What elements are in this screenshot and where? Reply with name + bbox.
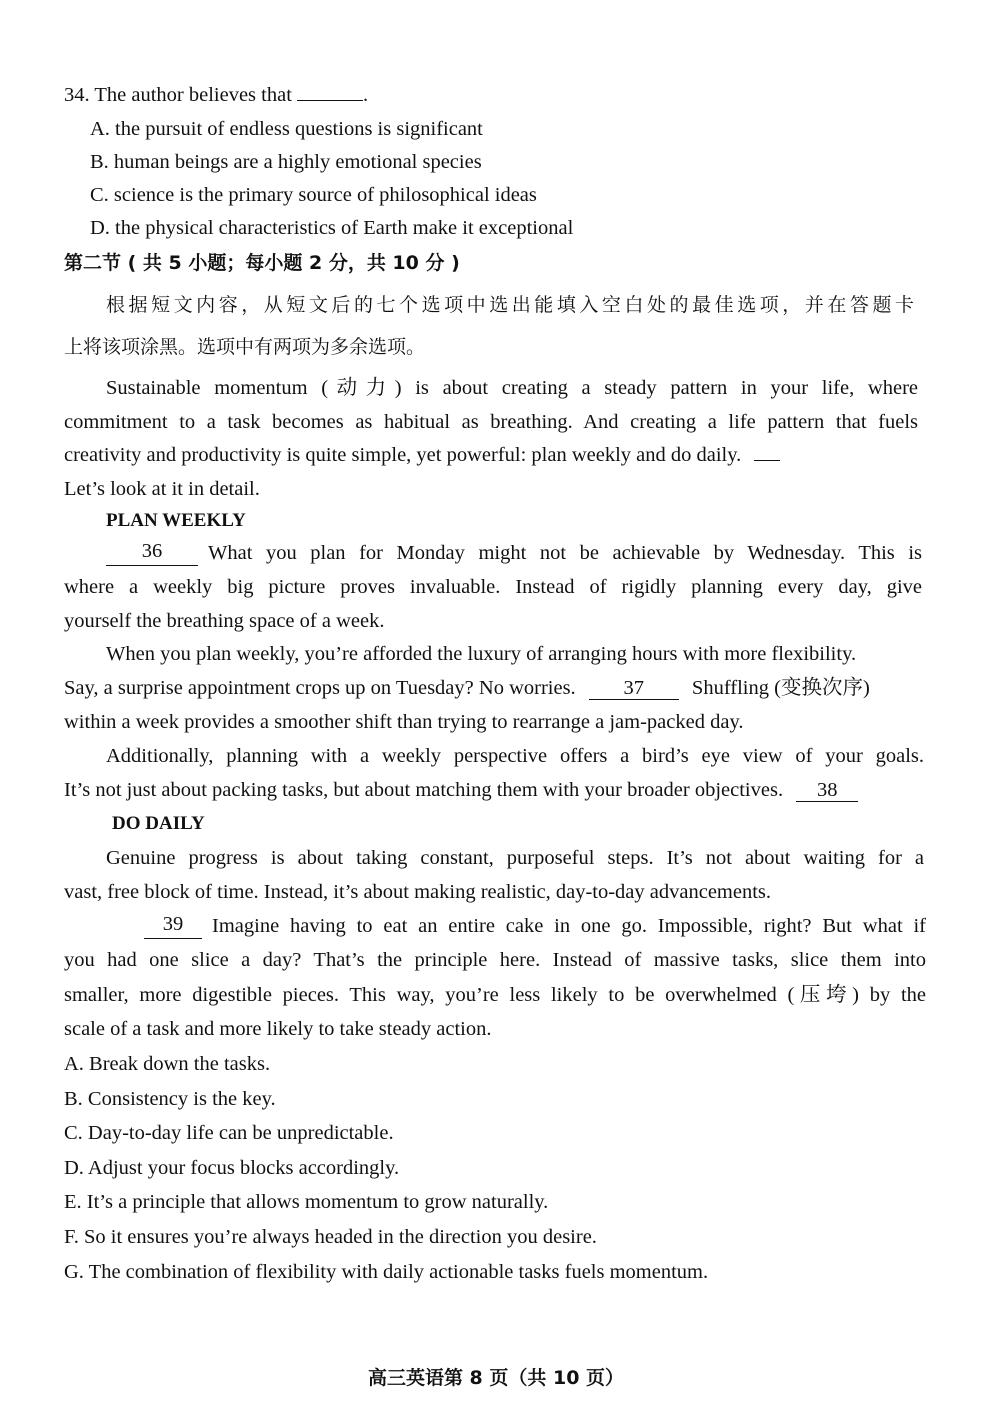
instructions-line-1: 根据短文内容，从短文后的七个选项中选出能填入空白处的最佳选项，并在答题卡 (106, 294, 914, 316)
heading-plan-weekly: PLAN WEEKLY (106, 510, 246, 531)
heading-do-daily: DO DAILY (112, 813, 205, 834)
p1-line-3: creativity and productivity is quite simple, yet powerful: plan weekly and do daily. (64, 442, 930, 468)
question-34-stem: 34. The author believes that . (64, 84, 369, 106)
choice-g: G. The combination of flexibility with daily actionable tasks fuels momentum. (64, 1261, 709, 1283)
section-title: 第二节 ( 共 5 小题；每小题 2 分，共 10 分 ) (64, 252, 460, 274)
p6-line-1: 39 Imagine having to eat an entire cake in one go. Impossible, right? But what if (144, 913, 926, 939)
p3-line-2: Say, a surprise appointment crops up on Tuesday? No worries. 37 Shuffling (变换次序) (64, 677, 870, 699)
p3-line-1: When you plan weekly, you’re afforded the luxury of arranging hours with more flexibility. (106, 643, 857, 665)
answer-blank-35 (754, 460, 780, 461)
p2-line-1: 36 What you plan for Monday might not be achievable by Wednesday. This is (106, 540, 922, 566)
p1-line-4: Let’s look at it in detail. (64, 478, 260, 500)
p4-line-2: It’s not just about packing tasks, but about matching them with your broader objectives. 38 (64, 777, 930, 803)
choice-b: B. Consistency is the key. (64, 1088, 276, 1110)
p2-line-3: yourself the breathing space of a week. (64, 610, 385, 632)
option-d: D. the physical characteristics of Earth make it exceptional (90, 217, 574, 239)
p1-line-1: Sustainable momentum (动力) is about creating a steady pattern in your life, where (106, 377, 918, 399)
answer-blank (297, 100, 363, 101)
choice-e: E. It’s a principle that allows momentum to grow naturally. (64, 1191, 549, 1213)
answer-blank-38: 38 (796, 779, 858, 802)
choice-a: A. Break down the tasks. (64, 1053, 271, 1075)
answer-blank-39: 39 (144, 913, 202, 939)
p2-line-2: where a weekly big picture proves invaluable. Instead of rigidly planning every day, give (64, 576, 922, 598)
instructions-line-2: 上将该项涂黑。选项中有两项为多余选项。 (64, 336, 426, 358)
option-a: A. the pursuit of endless questions is significant (90, 118, 483, 140)
p5-line-1: Genuine progress is about taking constant, purposeful steps. It’s not about waiting for a (106, 847, 924, 869)
option-c: C. science is the primary source of philosophical ideas (90, 184, 537, 206)
choice-d: D. Adjust your focus blocks accordingly. (64, 1157, 400, 1179)
answer-blank-37: 37 (589, 677, 679, 700)
p1-line-2: commitment to a task becomes as habitual as breathing. And creating a life pattern that fuels (64, 411, 918, 433)
choice-c: C. Day-to-day life can be unpredictable. (64, 1122, 394, 1144)
p4-line-1: Additionally, planning with a weekly perspective offers a bird’s eye view of your goals. (106, 745, 924, 767)
p6-line-4: scale of a task and more likely to take steady action. (64, 1018, 492, 1040)
choice-f: F. So it ensures you’re always headed in the direction you desire. (64, 1226, 597, 1248)
page-footer: 高三英语第 8 页（共 10 页） (367, 1367, 625, 1389)
answer-blank-36: 36 (106, 540, 198, 566)
p6-line-3: smaller, more digestible pieces. This way, you’re less likely to be overwhelmed (压垮) by the (64, 984, 926, 1006)
p5-line-2: vast, free block of time. Instead, it’s about making realistic, day-to-day advancements. (64, 881, 772, 903)
p3-line-3: within a week provides a smoother shift than trying to rearrange a jam-packed day. (64, 711, 744, 733)
option-b: B. human beings are a highly emotional species (90, 151, 482, 173)
p6-line-2: you had one slice a day? That’s the principle here. Instead of massive tasks, slice them into (64, 949, 926, 971)
